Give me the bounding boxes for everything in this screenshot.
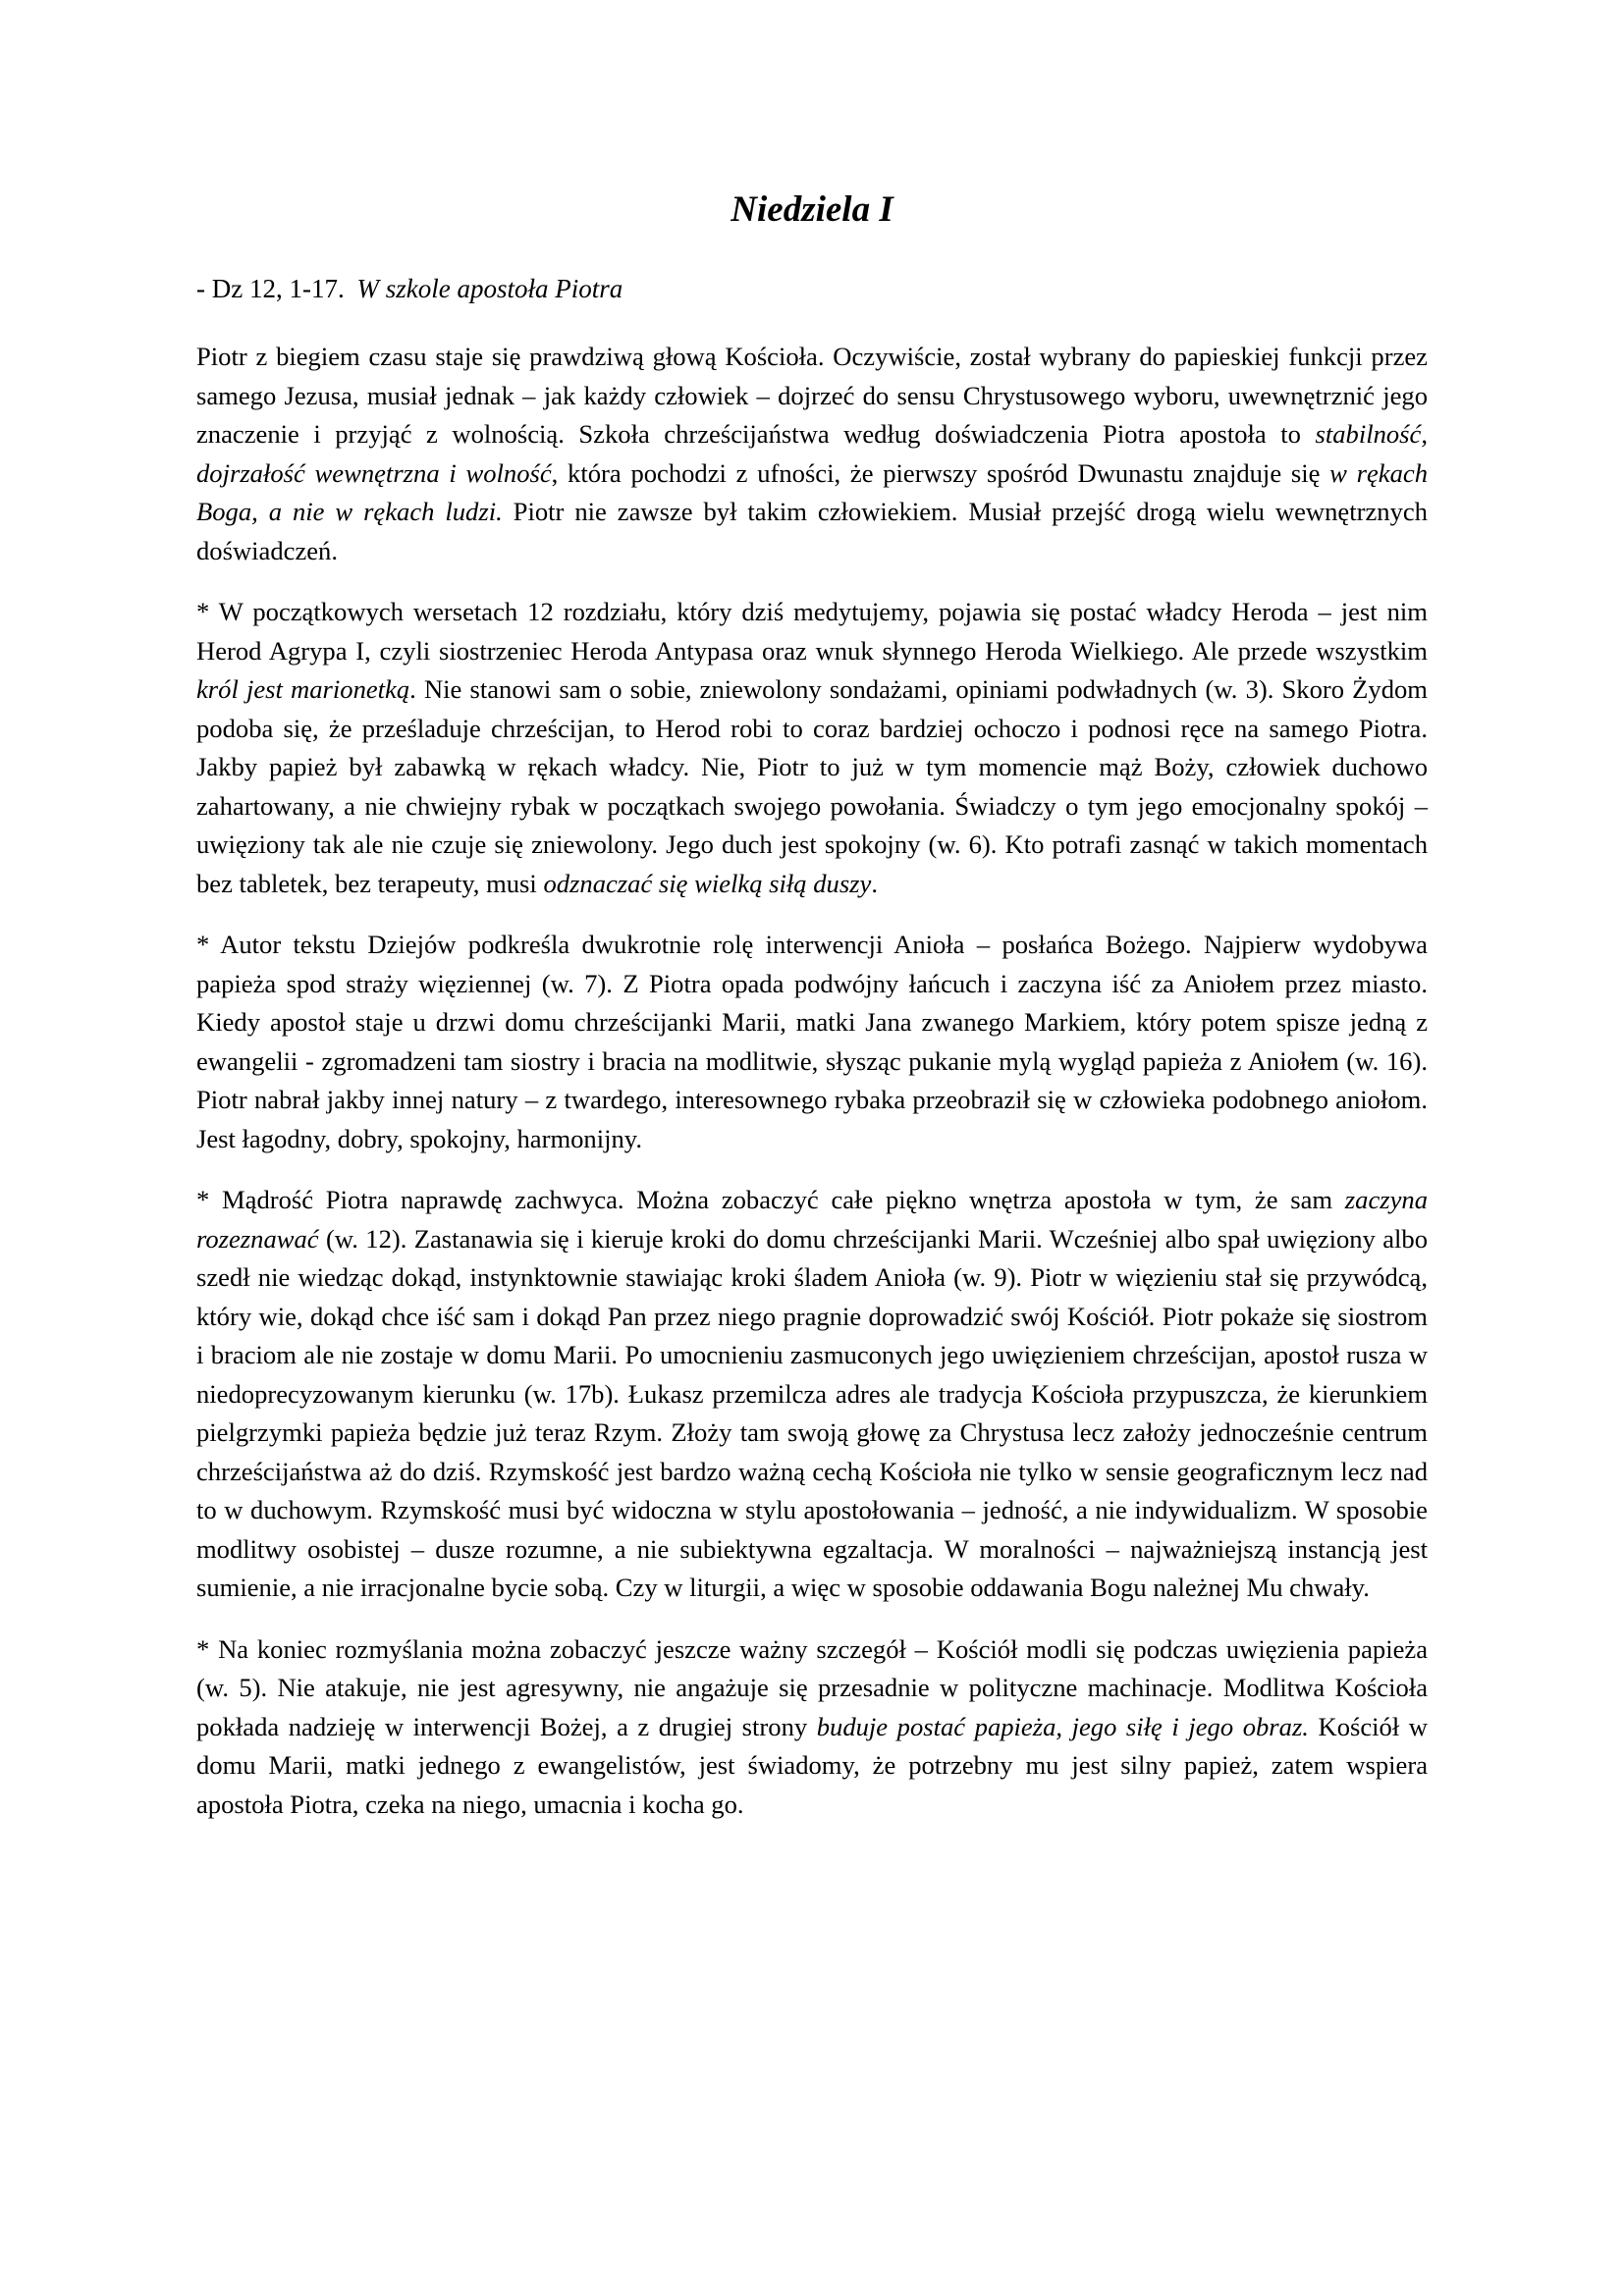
reading-reference-line (196, 270, 623, 307)
body-paragraph (196, 593, 1428, 903)
paragraph-text: * W początkowych wersetach 12 rozdziału, który dziś medytujemy, pojawia się postać władcy Heroda – jest nim Herod Agrypa I, czyli siostrzeniec Heroda Antypasa oraz wnuk słynnego Heroda Wielkiego. Ale przede wszystkim (196, 597, 1428, 666)
scripture-reference: - Dz 12, 1-17. (196, 274, 345, 303)
paragraph-text: * Na koniec rozmyślania można zobaczyć jeszcze ważny szczegół – Kościół modli się podczas uwięzienia papieża (w. 5). Nie atakuje, nie jest agresywny, nie angażuje się przesadnie w polityczne machinacje. Modlitwa Kościoła pokłada nadzieję w interwencji Bożej, a z drugiej strony (196, 1633, 1428, 1741)
paragraph-text: . Nie stanowi sam o sobie, zniewolony sondażami, opiniami podwładnych (w. 3). Skoro Żydom podoba się, że prześladuje chrześcijan, to Herod robi to coraz bardziej ochoczo i podnosi ręce na samego Piotra. Jakby papież był zabawką w rękach władcy. Nie, Piotr to już w tym momencie mąż Boży, człowiek duchowo zahartowany, a nie chwiejny rybak w początkach swojego powołania. Świadczy o tym jego emocjonalny spokój – uwięziony tak ale nie czuje się zniewolony. Jego duch jest spokojny (w. 6). Kto potrafi zasnąć w takich momentach bez tabletek, bez terapeuty, musi (196, 674, 1428, 898)
italic-emphasis: buduje postać papieża, jego siłę i jego obraz. (816, 1711, 1309, 1741)
italic-emphasis: odznaczać się wielką siłą duszy (543, 868, 872, 898)
paragraph-text: Kościół w domu Marii, matki jednego z ewangelistów, jest świadomy, że potrzebny mu jest silny papież, zatem wspiera apostoła Piotra, czeka na niego, umacnia i kocha go. (196, 1711, 1429, 1819)
paragraph-text: * Autor tekstu Dziejów podkreśla dwukrotnie rolę interwencji Anioła – posłańca Bożego. Najpierw wydobywa papieża spod straży więziennej (w. 7). Z Piotra opada podwójny łańcuch i zaczyna iść za Aniołem przez miasto. Kiedy apostoł staje u drzwi domu chrześcijanki Marii, matki Jana zwanego Markiem, który potem spisze jedną z ewangelii - zgromadzeni tam siostry i bracia na modlitwie, słysząc pukanie mylą wygląd papieża z Aniołem (w. 16). Piotr nabrał jakby innej natury – z twardego, interesownego rybaka przeobraził się w człowieka podobnego aniołom. Jest łagodny, dobry, spokojny, harmonijny. (196, 930, 1428, 1153)
body-paragraph (196, 1630, 1428, 1825)
body-paragraph (196, 1181, 1428, 1608)
italic-emphasis: stabilność, dojrzałość wewnętrzna i wolność (196, 419, 1428, 488)
reading-subtitle: W szkole apostoła Piotra (356, 274, 623, 303)
paragraph-text: Piotr z biegiem czasu staje się prawdziwą głową Kościoła. Oczywiście, został wybrany do papieskiej funkcji przez samego Jezusa, musiał jednak – jak każdy człowiek – dojrzeć do sensu Chrystusowego wyboru, uwewnętrznić jego znaczenie i przyjąć z wolnością. Szkoła chrześcijaństwa według doświadczenia Piotra apostoła to (196, 342, 1428, 449)
body-paragraph (196, 338, 1428, 570)
paragraph-text: , która pochodzi z ufności, że pierwszy spośród Dwunastu znajduje się (551, 457, 1330, 488)
italic-emphasis: w rękach Boga, a nie w rękach ludzi. (196, 457, 1428, 526)
paragraph-text: . (871, 868, 878, 898)
paragraph-text: * Mądrość Piotra naprawdę zachwyca. Można zobaczyć całe piękno wnętrza apostoła w tym, że sam (196, 1185, 1345, 1214)
italic-emphasis: król jest marionetką (196, 674, 410, 704)
body-paragraph (196, 926, 1428, 1158)
page-title: Niedziela I (731, 189, 893, 230)
document-body (196, 338, 1428, 1846)
paragraph-text: Piotr nie zawsze był takim człowiekiem. Musiał przejść drogą wielu wewnętrznych doświadczeń. (196, 497, 1428, 565)
paragraph-text: (w. 12). Zastanawia się i kieruje kroki do domu chrześcijanki Marii. Wcześniej albo spał uwięziony albo szedł nie wiedząc dokąd, instynktownie stawiając kroki śladem Anioła (w. 9). Piotr w więzieniu stał się przywódcą, który wie, dokąd chce iść sam i dokąd Pan przez niego pragnie doprowadzić swój Kościół. Piotr pokaże się siostrom i braciom ale nie zostaje w domu Marii. Po umocnieniu zasmuconych jego uwięzieniem chrześcijan, apostoł rusza w niedoprecyzowanym kierunku (w. 17b). Łukasz przemilcza adres ale tradycja Kościoła przypuszcza, że kierunkiem pielgrzymki papieża będzie już teraz Rzym. Złoży tam swoją głowę za Chrystusa lecz założy jednocześnie centrum chrześcijaństwa aż do dziś. Rzymskość jest bardzo ważną cechą Kościoła nie tylko w sensie geograficznym lecz nad to w duchowym. Rzymskość musi być widoczna w stylu apostołowania – jedność, a nie indywidualizm. W sposobie modlitwy osobistej – dusze rozumne, a nie subiektywna egzaltacja. W moralności – najważniejszą instancją jest sumienie, a nie irracjonalne bycie sobą. Czy w liturgii, a więc w sposobie oddawania Bogu należnej Mu chwały. (196, 1223, 1428, 1602)
italic-emphasis: zaczyna rozeznawać (196, 1185, 1428, 1254)
